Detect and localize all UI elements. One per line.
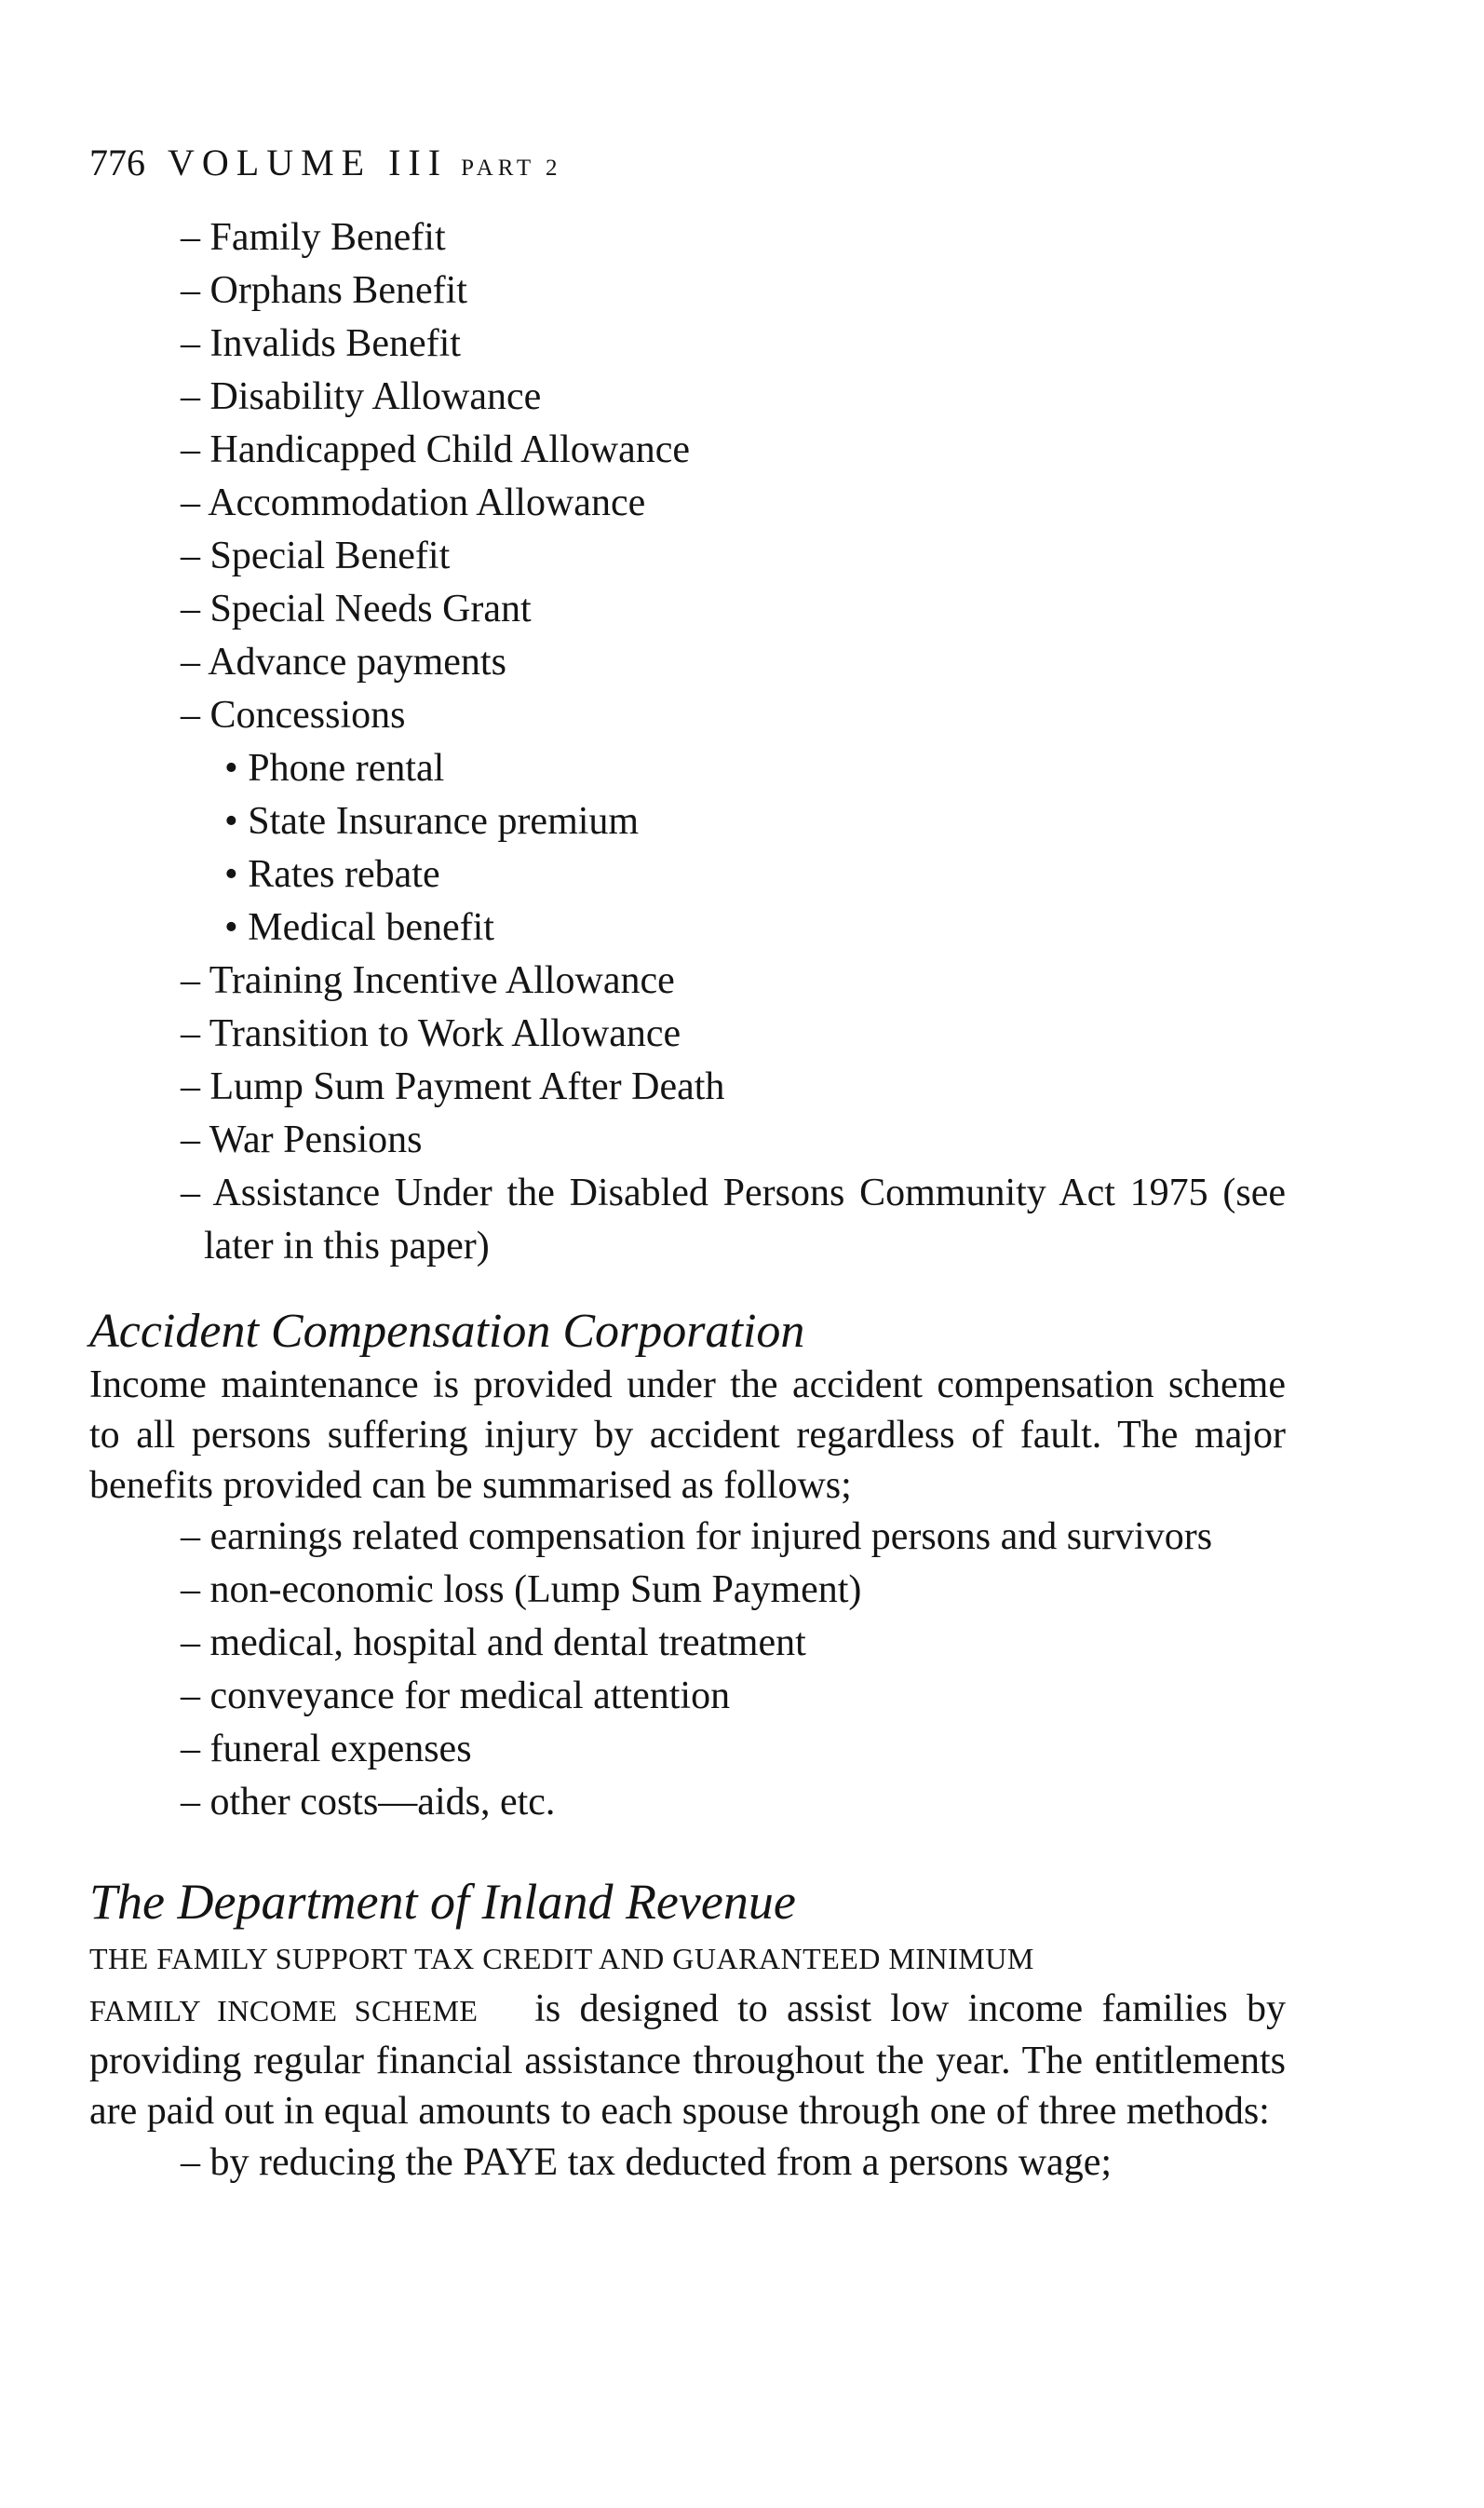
list-item: – Orphans Benefit	[181, 269, 467, 312]
acc-benefits-list	[89, 1511, 1286, 1829]
benefits-list	[89, 211, 1286, 742]
list-item: – conveyance for medical attention	[181, 1674, 731, 1717]
list-item: – Advance payments	[181, 641, 506, 684]
part-label: PART 2	[461, 156, 562, 181]
list-item: – War Pensions	[181, 1118, 423, 1161]
list-item: – Accommodation Allowance	[181, 481, 646, 524]
ird-text: is designed to assist low income families by providing regular financial assistance throughout the year. The entitlements are paid out in equal amounts to each spouse through one of three methods:	[89, 1987, 1287, 2133]
list-item: – Handicapped Child Allowance	[181, 428, 691, 471]
list-item: • State Insurance premium	[224, 800, 640, 843]
list-item: – other costs—aids, etc.	[181, 1781, 556, 1823]
ird-methods-list	[89, 2136, 1286, 2189]
ird-paragraph	[89, 1984, 1286, 2136]
list-item: – Special Benefit	[181, 535, 451, 577]
scheme-name-line-2: FAMILY INCOME SCHEME	[89, 1994, 479, 2027]
list-item: – Training Incentive Allowance	[181, 959, 675, 1002]
list-item: – Family Benefit	[181, 216, 446, 259]
list-item: – funeral expenses	[181, 1728, 472, 1770]
list-item: – Concessions	[181, 694, 406, 737]
running-head	[89, 144, 1286, 187]
acc-section-title: Accident Compensation Corporation	[89, 1305, 805, 1358]
scheme-name-line-1: THE FAMILY SUPPORT TAX CREDIT AND GUARANTEED MINIMUM	[89, 1942, 1034, 1975]
list-item: – Assistance Under the Disabled Persons Community Act 1975 (see later in this paper)	[181, 1172, 1287, 1268]
ird-section-title: The Department of Inland Revenue	[89, 1874, 796, 1930]
list-item: – earnings related compensation for injured persons and survivors	[181, 1515, 1213, 1558]
page-number: 776	[89, 142, 145, 183]
document-page	[89, 144, 1286, 2189]
volume-label: VOLUME III	[168, 142, 449, 183]
list-item: • Medical benefit	[224, 906, 494, 949]
acc-intro-paragraph: Income maintenance is provided under the accident compensation scheme to all persons suffering injury by accident regardless of fault. The major benefits provided can be summarised as follows;	[89, 1363, 1286, 1507]
list-item: – non-economic loss (Lump Sum Payment)	[181, 1568, 862, 1611]
list-item: – Special Needs Grant	[181, 588, 532, 630]
list-item: – Disability Allowance	[181, 375, 542, 418]
list-item: • Rates rebate	[224, 853, 440, 896]
list-item: – Lump Sum Payment After Death	[181, 1065, 725, 1108]
list-item: – Transition to Work Allowance	[181, 1012, 681, 1055]
list-item: – Invalids Benefit	[181, 322, 461, 365]
concessions-list	[89, 742, 1286, 955]
list-item: • Phone rental	[224, 747, 445, 790]
benefits-list-continued	[89, 955, 1286, 1273]
list-item: – medical, hospital and dental treatment	[181, 1621, 806, 1664]
list-item: – by reducing the PAYE tax deducted from a persons wage;	[181, 2141, 1113, 2184]
